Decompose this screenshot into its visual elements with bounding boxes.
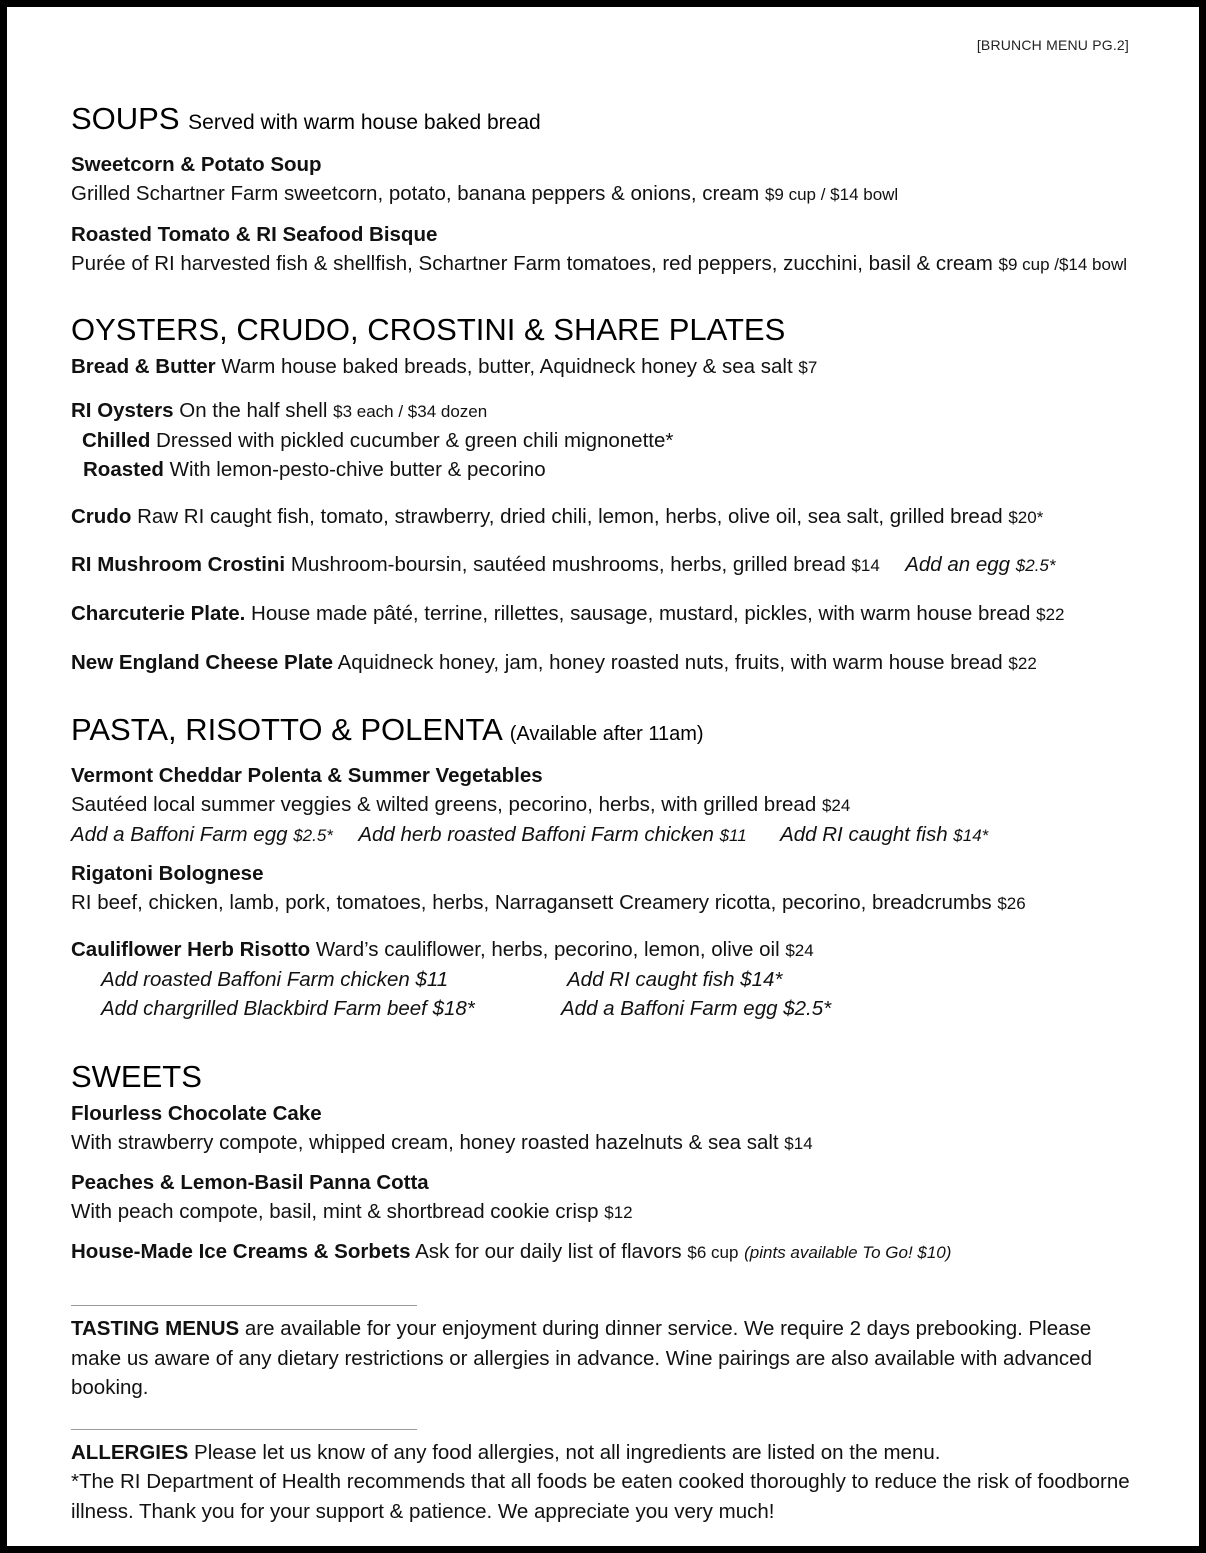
menu-item-price: $9 cup /$14 bowl [998, 255, 1128, 274]
menu-item-price: $22 [1036, 605, 1065, 624]
menu-item-name: Vermont Cheddar Polenta & Summer Vegetables [71, 764, 543, 787]
menu-item-description: Grilled Schartner Farm sweetcorn, potato, banana peppers & onions, cream $9 cup / $14 bowl [71, 182, 899, 205]
menu-item-description: On the half shell [179, 399, 328, 422]
menu-item [71, 550, 1181, 580]
menu-item [71, 502, 1181, 532]
tasting-text: TASTING MENUS are available for your enjoyment during dinner service. We require 2 days prebooking. Please make us aware of any dietary restrictions or allergies in advance. Wine pairings are also available with advanced booking. [71, 1317, 1092, 1399]
menu-item-description: RI beef, chicken, lamb, pork, tomatoes, herbs, Narragansett Creamery ricotta, pecorino, breadcrumbs $26 [71, 891, 1026, 914]
allergies-note [71, 1429, 1181, 1527]
tasting-note [71, 1305, 1181, 1403]
menu-item-description: With peach compote, basil, mint & shortbread cookie crisp $12 [71, 1200, 633, 1223]
divider [71, 1305, 417, 1306]
menu-item-description: With strawberry compote, whipped cream, honey roasted hazelnuts & sea salt $14 [71, 1131, 813, 1154]
menu-item-description: House made pâté, terrine, rillettes, sausage, mustard, pickles, with warm house bread [251, 602, 1031, 625]
allergies-text: ALLERGIES Please let us know of any food allergies, not all ingredients are listed on the menu. [71, 1440, 941, 1464]
risotto-addons [71, 965, 1181, 1023]
addon-price: $2.5* [1015, 556, 1056, 575]
menu-item-price: $9 cup / $14 bowl [764, 185, 899, 204]
addon: Add roasted Baffoni Farm chicken $11 [101, 968, 449, 991]
menu-item-variant [71, 426, 1181, 455]
health-disclaimer: *The RI Department of Health recommends that all foods be eaten cooked thoroughly to reduce the risk of foodborne illness. Thank you for your support & patience. We appreciate you very much! [71, 1470, 1130, 1523]
menu-item-description: Raw RI caught fish, tomato, strawberry, dried chili, lemon, herbs, olive oil, sea salt, grilled bread [137, 505, 1003, 528]
menu-item [71, 599, 1181, 629]
menu-item-name: Charcuterie Plate. [71, 602, 246, 625]
addon-row [71, 820, 1181, 850]
page-label: [BRUNCH MENU PG.2] [976, 37, 1129, 53]
soups-heading [71, 99, 1181, 143]
menu-item-price: $12 [604, 1203, 633, 1222]
soups-title: SOUPS [71, 101, 180, 136]
menu-item-price: $22 [1008, 654, 1037, 673]
addon-label: Add herb roasted Baffoni Farm chicken [358, 823, 714, 846]
soups-section [71, 99, 1181, 279]
pasta-title: PASTA, RISOTTO & POLENTA [71, 712, 502, 747]
sweets-section [71, 1057, 1181, 1267]
menu-item-description: Aquidneck honey, jam, honey roasted nuts, fruits, with warm house bread [337, 651, 1003, 674]
menu-item-description: Ward’s cauliflower, herbs, pecorino, lemon, olive oil [315, 938, 780, 961]
menu-item-name: Sweetcorn & Potato Soup [71, 153, 322, 176]
menu-content [71, 99, 1181, 1526]
variant-description: With lemon-pesto-chive butter & pecorino [169, 458, 546, 481]
menu-item-price: $14 [784, 1134, 813, 1153]
menu-item-name: Rigatoni Bolognese [71, 862, 264, 885]
addon-price: $14* [953, 826, 989, 845]
menu-item-price: $14 [851, 556, 880, 575]
menu-item [71, 396, 1181, 426]
tasting-label: TASTING MENUS [71, 1317, 240, 1340]
menu-item-name: Flourless Chocolate Cake [71, 1102, 322, 1125]
addon: Add a Baffoni Farm egg $2.5* [561, 997, 832, 1020]
menu-item-price: $24 [821, 796, 851, 815]
menu-item-description: Warm house baked breads, butter, Aquidneck honey & sea salt [221, 355, 793, 378]
menu-item-name: Roasted Tomato & RI Seafood Bisque [71, 223, 438, 246]
variant-name: Roasted [83, 458, 164, 481]
addon-label: Add RI caught fish [780, 823, 948, 846]
menu-item [71, 648, 1181, 678]
menu-item-price: $24 [785, 941, 814, 960]
sweets-title: SWEETS [71, 1059, 202, 1094]
menu-item-description: Sautéed local summer veggies & wilted greens, pecorino, herbs, with grilled bread $24 [71, 793, 851, 816]
pasta-subtitle: (Available after 11am) [509, 723, 704, 745]
menu-item [71, 935, 1181, 965]
allergies-label: ALLERGIES [71, 1440, 189, 1464]
menu-item-variant [71, 455, 1181, 484]
menu-item [71, 352, 1181, 382]
menu-item-price: $26 [997, 894, 1026, 913]
share-plates-section [71, 310, 1181, 678]
menu-item-description: Purée of RI harvested fish & shellfish, Schartner Farm tomatoes, red peppers, zucchini, basil & cream $9 cup /$14 bowl [71, 252, 1128, 275]
menu-item-name: RI Mushroom Crostini [71, 553, 286, 576]
addon: Add chargrilled Blackbird Farm beef $18* [101, 997, 475, 1020]
menu-item-name: RI Oysters [71, 399, 174, 422]
addon-label: Add an egg [905, 553, 1011, 576]
share-plates-title: OYSTERS, CRUDO, CROSTINI & SHARE PLATES [71, 312, 786, 347]
menu-item-name: Peaches & Lemon-Basil Panna Cotta [71, 1171, 429, 1194]
addon-label: Add a Baffoni Farm egg [71, 823, 288, 846]
soups-subtitle: Served with warm house baked bread [188, 111, 541, 134]
menu-item-name: Bread & Butter [71, 355, 216, 378]
addon-price: $11 [719, 826, 747, 845]
pasta-section [71, 710, 1181, 1023]
menu-item-note: (pints available To Go! $10) [744, 1243, 952, 1262]
variant-description: Dressed with pickled cucumber & green chili mignonette* [156, 429, 674, 452]
menu-item-price: $6 cup [687, 1243, 739, 1262]
menu-item-description: Ask for our daily list of flavors [415, 1240, 682, 1263]
menu-item-price: $3 each / $34 dozen [333, 402, 488, 421]
menu-item-name: Crudo [71, 505, 132, 528]
variant-name: Chilled [82, 429, 151, 452]
addon: Add RI caught fish $14* [567, 968, 783, 991]
menu-item-description: Mushroom-boursin, sautéed mushrooms, herbs, grilled bread [290, 553, 846, 576]
pasta-heading [71, 710, 1181, 754]
menu-item-price: $7 [798, 358, 818, 377]
addon-price: $2.5* [293, 826, 333, 845]
menu-item-name: New England Cheese Plate [71, 651, 334, 674]
menu-item-name: House-Made Ice Creams & Sorbets [71, 1240, 411, 1263]
menu-item-price: $20* [1008, 508, 1044, 527]
menu-item-name: Cauliflower Herb Risotto [71, 938, 311, 961]
divider [71, 1429, 417, 1430]
menu-item [71, 1237, 1181, 1267]
